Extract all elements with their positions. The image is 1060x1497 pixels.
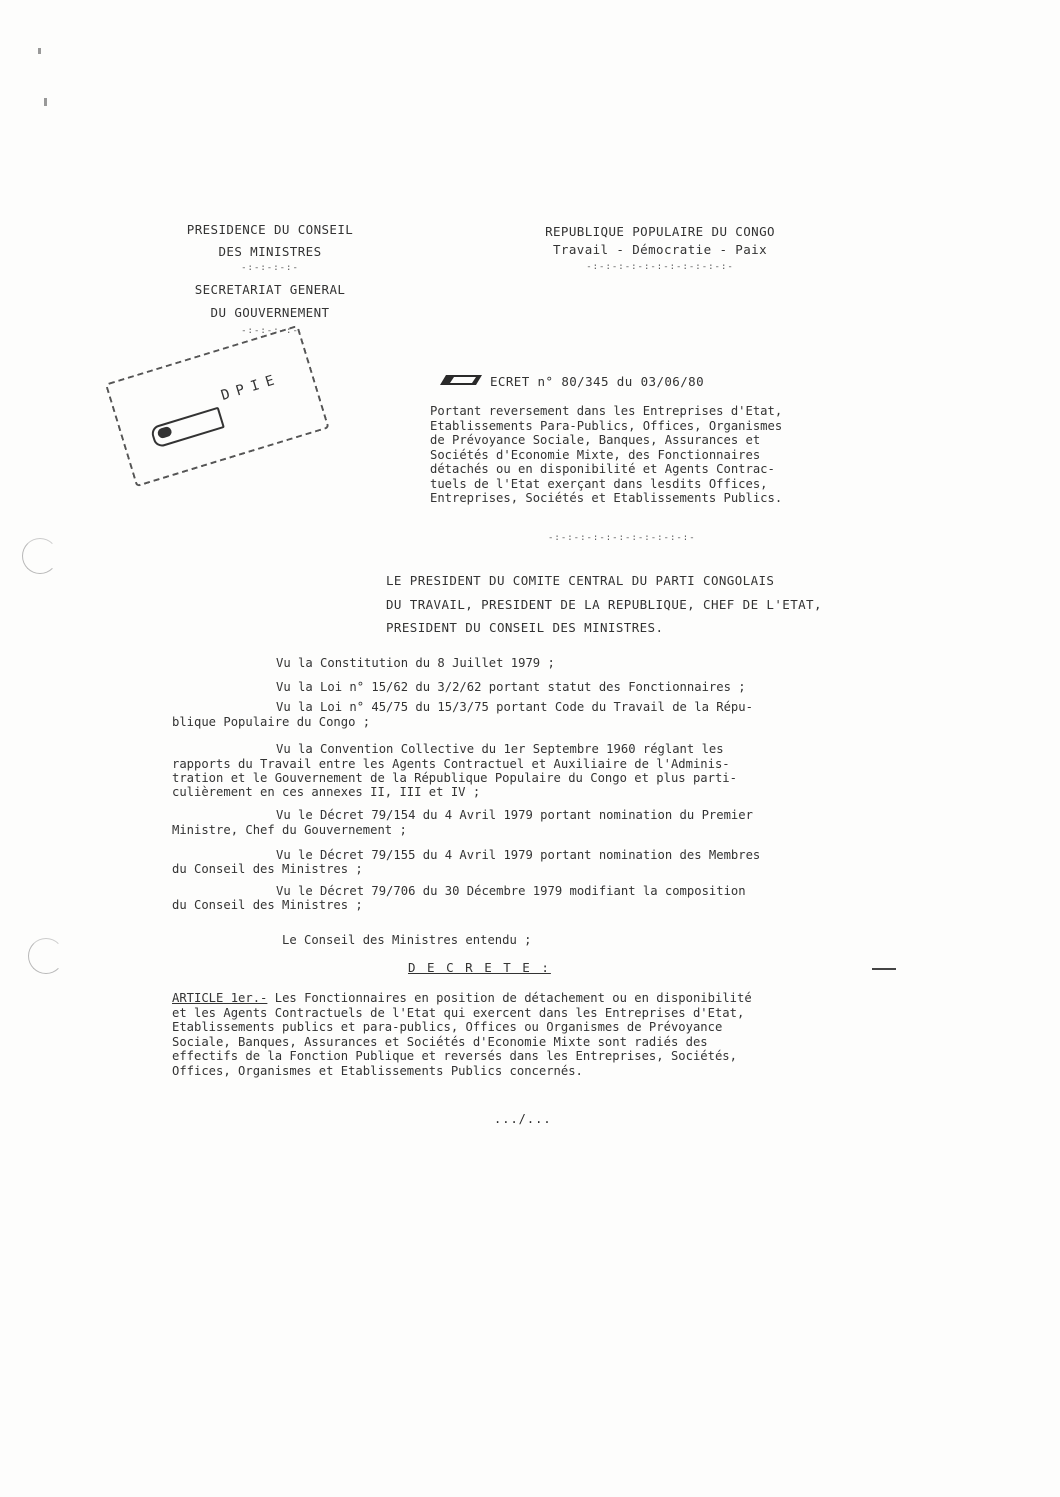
visa-4-cont: tration et le Gouvernement de la République Populaire du Congo et plus parti- [172, 771, 737, 785]
header-left-separator: -:-:-:-:- [241, 263, 299, 273]
article-1-line: Sociale, Banques, Assurances et Sociétés d'Economie Mixte sont radiés des [172, 1034, 708, 1049]
header-right-separator: -:-:-:-:-:-:-:-:-:-:-:- [586, 262, 734, 272]
article-1-line: et les Agents Contractuels de l'Etat qui exercent dans les Entreprises d'Etat, [172, 1005, 745, 1020]
scan-speck [44, 98, 47, 106]
page-continuation: .../... [494, 1112, 552, 1126]
visa-4-cont: culièrement en ces annexes II, III et IV ; [172, 785, 481, 799]
margin-rule [872, 968, 896, 970]
stamp-text: DPIE [219, 370, 283, 404]
visa-6: Vu le Décret 79/155 du 4 Avril 1979 portant nomination des Membres [276, 848, 761, 862]
article-1 [172, 991, 752, 1078]
punch-hole-mark [22, 538, 58, 574]
visa-7: Vu le Décret 79/706 du 30 Décembre 1979 modifiant la composition [276, 884, 746, 898]
decree-subject-line: détachés ou en disponibilité et Agents Contrac- [430, 462, 775, 476]
council-heard: Le Conseil des Ministres entendu ; [282, 933, 532, 947]
header-left-line4: DU GOUVERNEMENT [210, 305, 330, 320]
decree-subject-line: Sociétés d'Economie Mixte, des Fonctionnaires [430, 447, 761, 462]
visa-5-cont: Ministre, Chef du Gouvernement ; [172, 823, 407, 837]
president-line: DU TRAVAIL, PRESIDENT DE LA REPUBLIQUE, CHEF DE L'ETAT, [386, 597, 822, 612]
decree-subject-line: Entreprises, Sociétés et Etablissements Publics. [430, 491, 783, 505]
subject-separator: -:-:-:-:-:-:-:-:-:-:-:- [548, 533, 696, 543]
visa-3-cont: blique Populaire du Congo ; [172, 715, 371, 729]
visa-6-cont: du Conseil des Ministres ; [172, 862, 363, 876]
decree-subject-line: de Prévoyance Sociale, Banques, Assurances et [430, 433, 761, 447]
decree-subject-line: Portant reversement dans les Entreprises d'Etat, [430, 404, 783, 418]
header-right-line2: Travail - Démocratie - Paix [553, 242, 767, 257]
president-line: PRESIDENT DU CONSEIL DES MINISTRES. [386, 620, 664, 635]
dpie-stamp [105, 325, 331, 498]
header-left-line2: DES MINISTRES [218, 244, 322, 259]
visa-4: Vu la Convention Collective du 1er Septembre 1960 réglant les [276, 742, 724, 756]
visa-1: Vu la Constitution du 8 Juillet 1979 ; [276, 656, 555, 670]
header-left-line3: SECRETARIAT GENERAL [194, 282, 346, 297]
header-left-line1: PRESIDENCE DU CONSEIL [186, 222, 354, 237]
scan-speck [38, 48, 41, 54]
visa-3: Vu la Loi n° 45/75 du 15/3/75 portant Code du Travail de la Répu- [276, 700, 753, 714]
article-1-line: Etablissements publics et para-publics, Offices ou Organismes de Prévoyance [172, 1020, 723, 1034]
header-left-separator: -:-:-:-:- [241, 326, 299, 336]
header-right-line1: REPUBLIQUE POPULAIRE DU CONGO [545, 224, 775, 239]
president-line: LE PRESIDENT DU COMITE CENTRAL DU PARTI CONGOLAIS [386, 573, 775, 588]
decree-subject-line: tuels de l'Etat exerçant dans lesdits Offices, [430, 476, 768, 491]
decree-subject-line: Etablissements Para-Publics, Offices, Organismes [430, 418, 783, 433]
article-1-line: Offices, Organismes et Etablissements Publics concernés. [172, 1063, 583, 1078]
visa-4-cont: rapports du Travail entre les Agents Contractuel et Auxiliaire de l'Adminis- [172, 757, 730, 771]
visa-7-cont: du Conseil des Ministres ; [172, 898, 363, 912]
decree-title: ECRET n° 80/345 du 03/06/80 [490, 374, 704, 389]
decree-subject [430, 404, 782, 506]
visa-2: Vu la Loi n° 15/62 du 3/2/62 portant statut des Fonctionnaires ; [276, 680, 746, 694]
article-1-line: Les Fonctionnaires en position de détachement ou en disponibilité [267, 991, 752, 1005]
article-1-line: effectifs de la Fonction Publique et reversés dans les Entreprises, Sociétés, [172, 1049, 737, 1063]
visa-5: Vu le Décret 79/154 du 4 Avril 1979 portant nomination du Premier [276, 808, 753, 822]
decrete-heading: D E C R E T E : [408, 960, 551, 975]
title-marker-icon [436, 374, 484, 386]
article-1-label: ARTICLE 1er.- [172, 991, 268, 1005]
punch-hole-mark [28, 938, 64, 974]
